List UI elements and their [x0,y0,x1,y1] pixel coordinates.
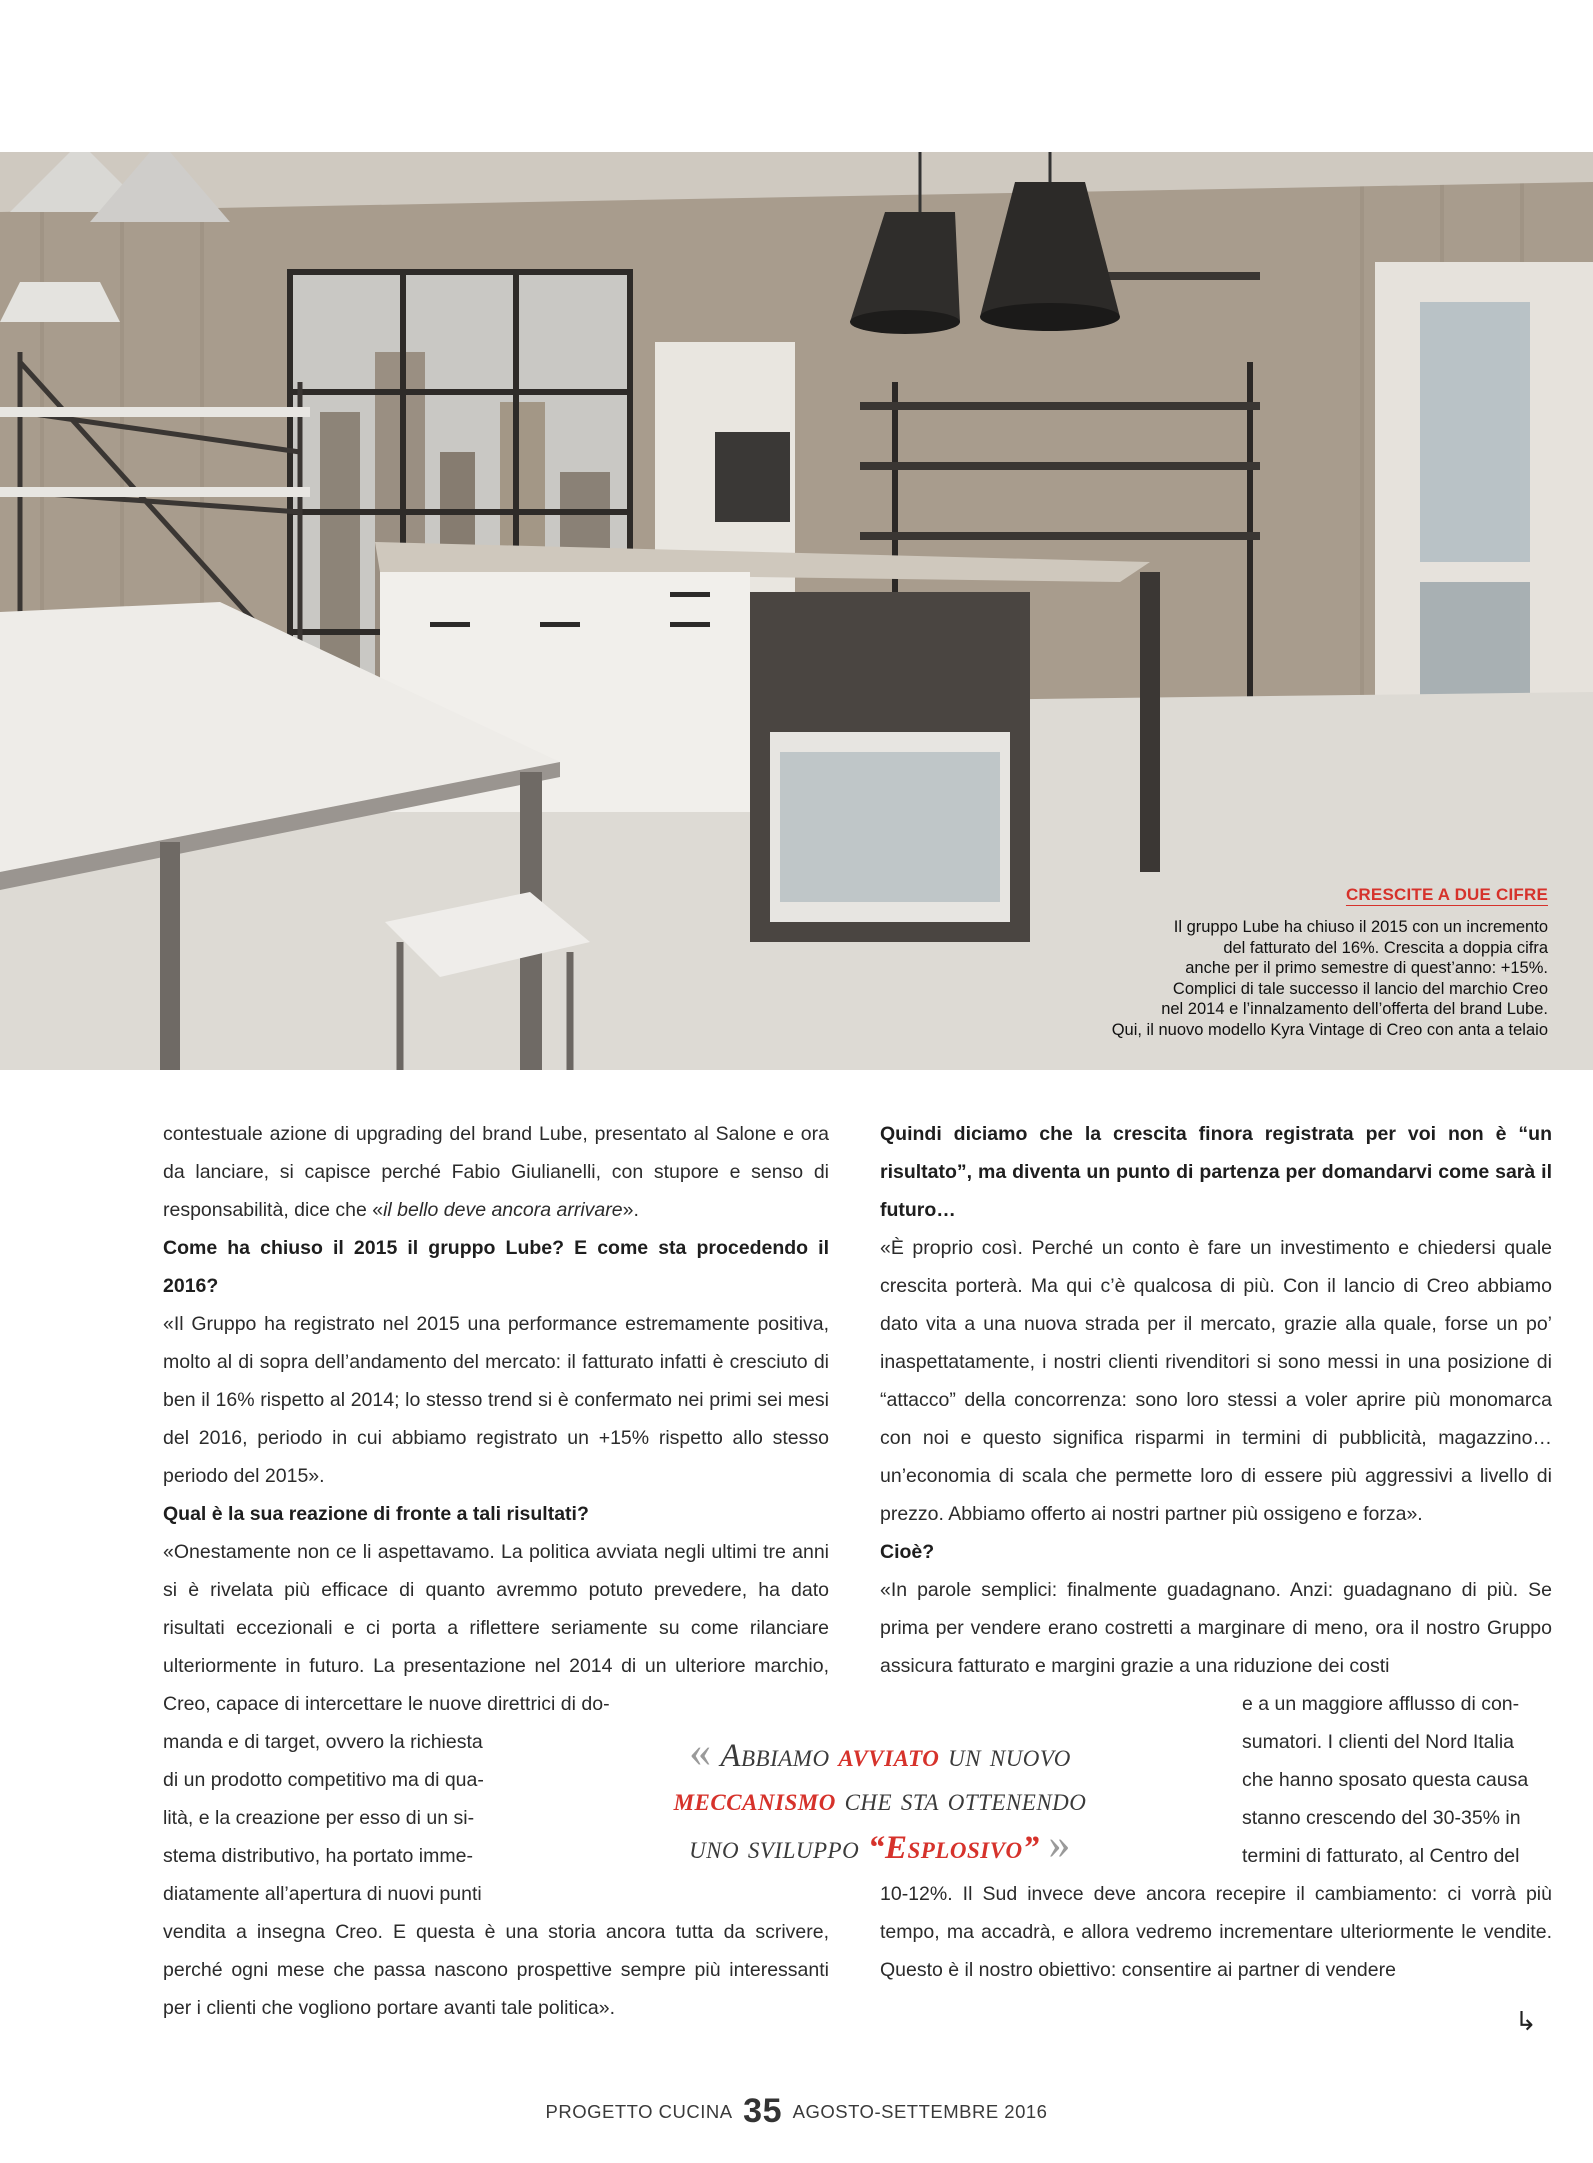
text-line: manda e di target, ovvero la richiesta [163,1731,483,1753]
continue-arrow-icon: ↳ [1515,2006,1537,2036]
text-line: stema distributivo, ha portato imme- [163,1845,473,1867]
interview-answer: «Onestamente non ce li aspettavamo. La politica avviata negli ultimi tre anni si è rivelata più efficace di quanto avremmo potuto prevedere, ha dato risultati eccezionali e ci porta a riflettere seriamente su come rilanciare ulteriormente in futuro. La presentazione nel 2014 di un ulteriore marchio, Creo, capace di intercettare le nuove direttrici di do- [163,1541,829,1715]
open-quote-mark: « [689,1727,712,1776]
pull-quote-line [570,1819,1190,1870]
wrapped-text-block [163,1723,543,1913]
text-line: diatamente all’apertura di nuovi punti [163,1883,482,1905]
pull-quote-text: che sta ottenendo [835,1782,1087,1818]
photo-caption [988,885,1548,1040]
interview-question: Qual è la sua reazione di fronte a tali risultati? [163,1503,589,1525]
paragraph-text: contestuale azione di upgrading del brand Lube, presentato al Salone e ora da lanciare, si capisce perché Fabio Giulianelli, con stupore e senso di responsabilità, dice che « [163,1123,829,1221]
caption-line: del fatturato del 16%. Crescita a doppia cifra [1223,938,1548,957]
text-line: lità, e la creazione per esso di un si- [163,1807,475,1829]
pull-quote-text: un nuovo [939,1738,1071,1774]
article-left-column [163,1115,829,2027]
interview-answer: vendita a insegna Creo. E questa è una storia ancora tutta da scrivere, perché ogni mese che passa nascono prospettive sempre più interessanti per i clienti che vogliono portare avanti tale politica». [163,1921,829,2019]
text-line: che hanno sposato questa causa [1242,1769,1529,1791]
caption-line: Complici di tale successo il lancio del marchio Creo [1172,979,1548,998]
pull-quote-line [570,1778,1190,1822]
pull-quote-text: Abbiamo [720,1738,839,1774]
wrapped-text-block [1242,1685,1552,1875]
interview-answer: «In parole semplici: finalmente guadagnano. Anzi: guadagnano di più. Se prima per vendere erano costretti a marginare di meno, ora il nostro Gruppo assicura fatturato e margini grazie a una riduzione dei costi [880,1579,1552,1677]
pull-quote-highlight: “Esplosivo” [867,1830,1040,1866]
caption-line: anche per il primo semestre di quest’anno: +15%. [1185,959,1548,977]
interview-answer: «È proprio così. Perché un conto è fare un investimento e chiedersi quale crescita porterà. Ma qui c’è qualcosa di più. Con il lancio di Creo abbiamo dato vita a una nuova strada per il mercato, grazie alla quale, forse un po’ inaspettatamente, i nostri clienti rivenditori si sono messi in una posizione di “attacco” della concorrenza: sono loro stessi a voler aprire più monomarca con noi e questo significa risparmi in termini di pubblicità, magazzino… un’economia di scala che permette loro di essere più aggressivi a livello di prezzo. Abbiamo offerto ai nostri partner più ossigeno e forza». [880,1237,1552,1525]
magazine-name: PROGETTO CUCINA [545,2101,732,2122]
page-number: 35 [743,2092,782,2130]
text-line: di un prodotto competitivo ma di qua- [163,1769,484,1791]
caption-line: nel 2014 e l’innalzamento dell’offerta del brand Lube. [1161,1000,1548,1018]
interview-answer: 10-12%. Il Sud invece deve ancora recepire il cambiamento: ci vorrà più tempo, ma accadrà, e allora vedremo incrementare ulteriormente le vendite. Questo è il nostro obiettivo: consentire ai partner di vendere [880,1883,1552,1981]
interview-question: Come ha chiuso il 2015 il gruppo Lube? E come sta procedendo il 2016? [163,1237,829,1297]
kitchen-photo [0,152,1593,1070]
interview-answer: «Il Gruppo ha registrato nel 2015 una performance estremamente positiva, molto al di sopra dell’andamento del mercato: il fatturato infatti è cresciuto di ben il 16% rispetto al 2014; lo stesso trend si è confermato nei primi sei mesi del 2016, periodo in cui abbiamo registrato un +15% rispetto allo stesso periodo del 2015». [163,1313,829,1487]
text-line: sumatori. I clienti del Nord Italia [1242,1731,1515,1753]
text-line: e a un maggiore afflusso di con- [1242,1693,1520,1715]
pull-quote [570,1727,1190,1870]
caption-line: Qui, il nuovo modello Kyra Vintage di Creo con anta a telaio [1111,1020,1548,1039]
close-quote-mark: » [1048,1819,1071,1868]
issue-date: AGOSTO-SETTEMBRE 2016 [792,2101,1048,2122]
pull-quote-text: uno sviluppo [689,1830,868,1866]
caption-line: Il gruppo Lube ha chiuso il 2015 con un incremento [1173,918,1548,936]
paragraph-text: ». [622,1199,639,1221]
caption-title: CRESCITE A DUE CIFRE [1345,885,1548,904]
interview-question: Quindi diciamo che la crescita finora registrata per voi non è “un risultato”, ma diventa un punto di partenza per domandarvi come sarà il futuro… [880,1123,1552,1221]
page-footer [0,2088,1593,2130]
quote-italic: il bello deve ancora arrivare [383,1199,623,1221]
text-line: termini di fatturato, al Centro del [1242,1845,1520,1867]
pull-quote-highlight: avviato [838,1738,940,1774]
interview-question: Cioè? [880,1541,935,1563]
text-line: stanno crescendo del 30-35% in [1242,1807,1521,1829]
paragraph [163,1115,829,1229]
pull-quote-highlight: meccanismo [673,1782,836,1818]
pull-quote-line [570,1727,1190,1778]
